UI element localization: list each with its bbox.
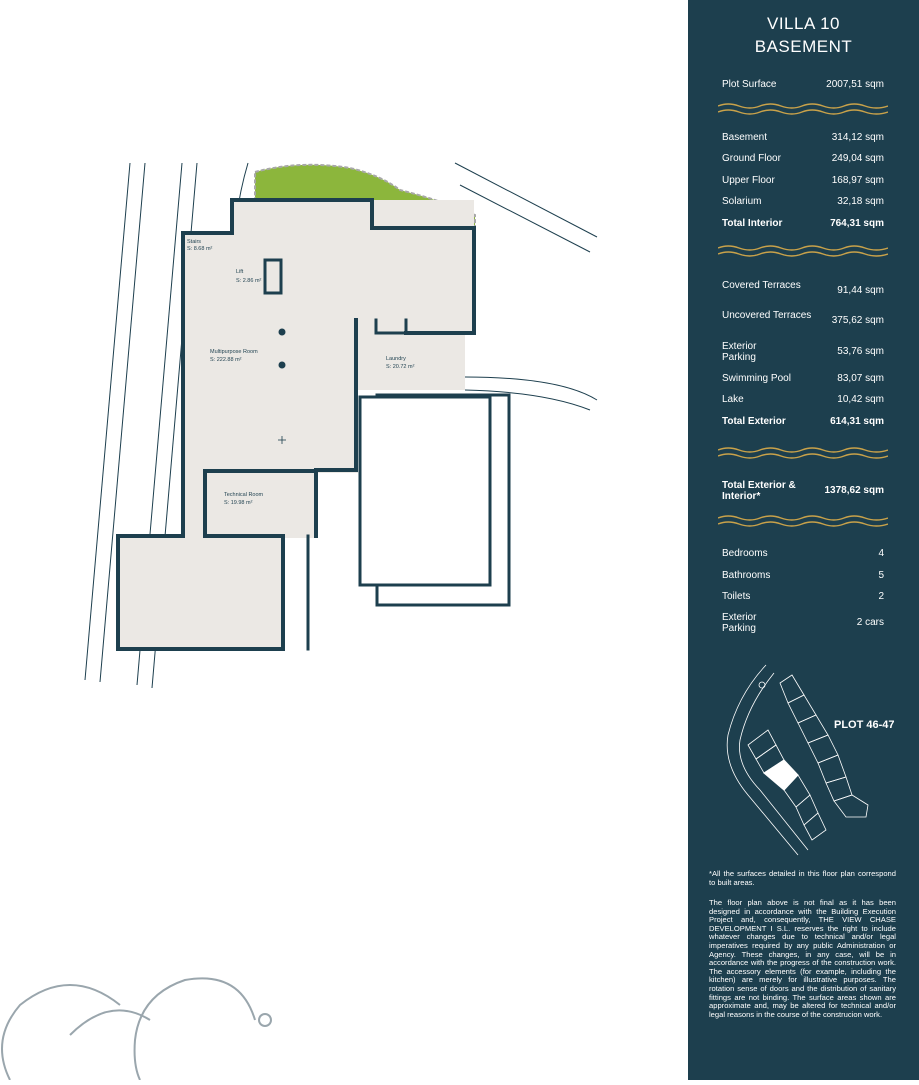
total-exterior-label: Total Exterior <box>722 416 786 427</box>
swimming-pool <box>360 395 509 605</box>
count-value: 2 cars <box>856 617 884 628</box>
villa-title: VILLA 10 <box>766 14 840 33</box>
highlighted-plot <box>764 760 798 790</box>
total-exterior-value: 614,31 sqm <box>830 416 884 427</box>
exterior-value: 10,42 sqm <box>837 394 884 405</box>
exterior-value: 83,07 sqm <box>837 373 884 384</box>
grand-total-value: 1378,62 sqm <box>824 485 884 496</box>
exterior-label: Uncovered Terraces <box>722 310 812 321</box>
exterior-label: Lake <box>722 394 744 405</box>
info-panel <box>688 0 919 1080</box>
room-stairs-area: S: 8.68 m² <box>187 246 213 252</box>
grand-total-label: Total Exterior & Interior* <box>722 480 796 502</box>
room-multipurpose-area: S: 222.88 m² <box>210 357 242 363</box>
exterior-label: Swimming Pool <box>722 373 791 384</box>
note-built-areas: *All the surfaces detailed in this floor plan correspond to built areas. <box>709 869 896 887</box>
exterior-value: 91,44 sqm <box>837 285 884 296</box>
room-lift-area: S: 2.86 m² <box>236 278 262 284</box>
interior-value: 32,18 sqm <box>837 196 884 207</box>
count-label: Exterior Parking <box>722 612 757 634</box>
interior-label: Basement <box>722 132 768 143</box>
room-stairs-name: Stairs <box>187 239 202 245</box>
exterior-value: 375,62 sqm <box>831 315 884 326</box>
interior-label: Ground Floor <box>722 153 781 164</box>
note-disclaimer: The floor plan above is not final as it has been designed in accordance with the Building Execution Project and, consequently, THE VIEW CHASE DEVELOPMENT I S.L. reserves the right to include whatever changes due to technical and/or legal imperatives required by any public Administration or Agency. These changes, in any case, will be in accordance with the progress of the construction work. The accessory elements (for example, including the kitchen) are merely for illustrative purposes. The rotation sense of doors and the distribution of sanitary fittings are not binding. The surface areas shown are approximate and, may be altered for technical and/or legal reasons in the course of the construcion work. <box>709 898 896 1019</box>
plot-surface-label: Plot Surface <box>722 79 777 90</box>
interior-value: 314,12 sqm <box>831 132 884 143</box>
wave-divider <box>718 514 888 528</box>
wave-divider <box>718 102 888 116</box>
count-label: Toilets <box>722 591 751 602</box>
count-label: Bedrooms <box>722 548 768 559</box>
floor-title: BASEMENT <box>754 37 853 56</box>
room-multipurpose-name: Multipurpose Room <box>210 349 258 355</box>
room-technical-name: Technical Room <box>224 492 264 498</box>
plot-surface-value: 2007,51 sqm <box>826 79 884 90</box>
count-value: 4 <box>878 548 884 559</box>
exterior-label: Exterior Parking <box>722 341 757 363</box>
plot-location-map <box>718 655 888 860</box>
room-technical-area: S: 19.98 m² <box>224 500 253 506</box>
plot-label: PLOT 46-47 <box>834 719 895 731</box>
count-value: 5 <box>878 570 884 581</box>
interior-value: 249,04 sqm <box>831 153 884 164</box>
wave-divider <box>718 244 888 258</box>
interior-value: 168,97 sqm <box>831 175 884 186</box>
interior-label: Upper Floor <box>722 175 775 186</box>
logo-mark <box>0 965 300 1080</box>
total-interior-label: Total Interior <box>722 218 783 229</box>
count-value: 2 <box>878 591 884 602</box>
exterior-value: 53,76 sqm <box>837 346 884 357</box>
wave-divider <box>718 446 888 460</box>
room-lift-name: Lift <box>236 269 244 275</box>
exterior-label: Covered Terraces <box>722 280 801 291</box>
room-laundry-name: Laundry <box>386 356 406 362</box>
room-laundry-area: S: 20.72 m² <box>386 364 415 370</box>
count-label: Bathrooms <box>722 570 771 581</box>
total-interior-value: 764,31 sqm <box>830 218 884 229</box>
interior-label: Solarium <box>722 196 762 207</box>
